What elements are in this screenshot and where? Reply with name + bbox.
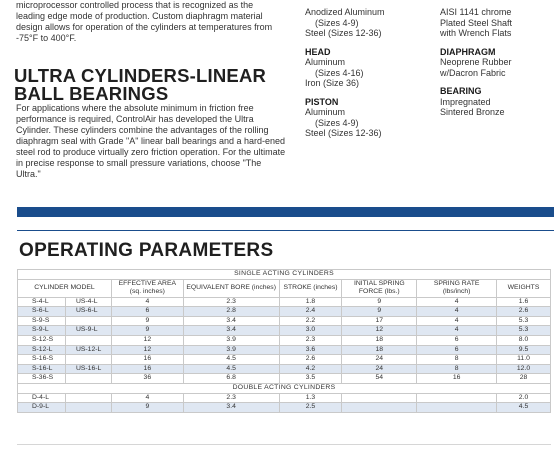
table-cell: 24 bbox=[342, 355, 417, 365]
table-cell: 6.8 bbox=[183, 374, 279, 384]
materials-shaft-block bbox=[440, 7, 555, 39]
table-section-double bbox=[18, 383, 551, 393]
table-cell: 4.5 bbox=[183, 355, 279, 365]
table-cell: 9 bbox=[342, 297, 417, 307]
table-cell: 3.0 bbox=[279, 326, 342, 336]
intro-paragraph: microprocessor controlled process that is recognized as the leading edge mode of production. Custom diaphragm material design allows for operation of the cylinders at temperatures from -75°F to 400°F. bbox=[16, 0, 273, 43]
material-line: Steel (Sizes 12-36) bbox=[305, 28, 382, 38]
materials-diaphragm-block bbox=[440, 47, 555, 79]
materials-bearing-block bbox=[440, 86, 555, 118]
table-cell: 24 bbox=[342, 364, 417, 374]
table-cell-model bbox=[65, 374, 111, 384]
table-cell: 4 bbox=[417, 316, 497, 326]
table-cell: 2.3 bbox=[183, 393, 279, 403]
table-cell-model: S-12-S bbox=[18, 335, 66, 345]
header-initial-spring-force: INITIAL SPRING FORCE (lbs.) bbox=[342, 279, 417, 297]
table-cell: 2.2 bbox=[279, 316, 342, 326]
section-title bbox=[14, 67, 294, 103]
material-line: Plated Steel Shaft bbox=[440, 17, 513, 28]
table-row bbox=[18, 307, 551, 317]
table-cell: 5.3 bbox=[497, 316, 551, 326]
materials-column-2 bbox=[440, 7, 555, 126]
material-line: Neoprene Rubber bbox=[440, 57, 512, 67]
material-line: Aluminum bbox=[305, 57, 346, 67]
table-cell: 12.0 bbox=[497, 364, 551, 374]
material-heading-diaphragm: DIAPHRAGM bbox=[440, 46, 496, 57]
table-cell-model: S-36-S bbox=[18, 374, 66, 384]
table-cell: 12 bbox=[111, 335, 183, 345]
table-row bbox=[18, 364, 551, 374]
material-line: Steel (Sizes 12-36) bbox=[305, 128, 382, 138]
table-cell-model: D-4-L bbox=[18, 393, 66, 403]
table-cell: 11.0 bbox=[497, 355, 551, 365]
table-cell-model: US-16-L bbox=[65, 364, 111, 374]
table-cell-model: US-9-L bbox=[65, 326, 111, 336]
single-acting-label: SINGLE ACTING CYLINDERS bbox=[18, 270, 551, 280]
table-cell-model: US-12-L bbox=[65, 345, 111, 355]
material-heading-head: HEAD bbox=[305, 46, 331, 57]
table-cell: 4 bbox=[111, 393, 183, 403]
table-row bbox=[18, 335, 551, 345]
table-cell: 4 bbox=[417, 307, 497, 317]
table-cell: 2.3 bbox=[279, 335, 342, 345]
material-line: (Sizes 4-9) bbox=[315, 17, 359, 28]
table-cell: 36 bbox=[111, 374, 183, 384]
table-cell: 3.4 bbox=[183, 403, 279, 413]
table-cell: 3.5 bbox=[279, 374, 342, 384]
table-cell: 8 bbox=[417, 355, 497, 365]
section-title-line1: ULTRA CYLINDERS-LINEAR bbox=[14, 65, 267, 86]
table-cell: 16 bbox=[111, 364, 183, 374]
header-effective-area: EFFECTIVE AREA (sq. inches) bbox=[111, 279, 183, 297]
table-cell: 1.8 bbox=[279, 297, 342, 307]
table-cell: 9 bbox=[111, 403, 183, 413]
table-cell: 2.4 bbox=[279, 307, 342, 317]
section-title-line2: BALL BEARINGS bbox=[14, 83, 169, 104]
table-cell: 6 bbox=[111, 307, 183, 317]
table-cell bbox=[342, 403, 417, 413]
table-cell: 16 bbox=[111, 355, 183, 365]
table-cell: 9 bbox=[111, 326, 183, 336]
table-bottom-rule bbox=[17, 444, 551, 445]
table-header-row bbox=[18, 279, 551, 297]
double-acting-label: DOUBLE ACTING CYLINDERS bbox=[18, 383, 551, 393]
table-cell-model: S-9-L bbox=[18, 326, 66, 336]
table-row bbox=[18, 297, 551, 307]
table-cell bbox=[342, 393, 417, 403]
material-line: Sintered Bronze bbox=[440, 107, 505, 117]
table-cell: 17 bbox=[342, 316, 417, 326]
material-line: Iron (Size 36) bbox=[305, 78, 360, 88]
table-cell-model: D-9-L bbox=[18, 403, 66, 413]
table-cell: 2.3 bbox=[183, 297, 279, 307]
table-cell: 4.5 bbox=[497, 403, 551, 413]
table-cell: 12 bbox=[111, 345, 183, 355]
section-divider-line bbox=[17, 230, 554, 231]
table-cell: 28 bbox=[497, 374, 551, 384]
table-cell-model: S-4-L bbox=[18, 297, 66, 307]
table-cell: 4.2 bbox=[279, 364, 342, 374]
operating-parameters-table bbox=[17, 269, 551, 413]
table-cell: 3.4 bbox=[183, 326, 279, 336]
operating-parameters-title: OPERATING PARAMETERS bbox=[19, 240, 274, 261]
table-cell: 6 bbox=[417, 345, 497, 355]
table-cell: 4 bbox=[111, 297, 183, 307]
table-cell: 12 bbox=[342, 326, 417, 336]
materials-column-1 bbox=[305, 7, 425, 147]
table-cell-model: S-12-L bbox=[18, 345, 66, 355]
table-row bbox=[18, 403, 551, 413]
table-cell: 4 bbox=[417, 326, 497, 336]
table-cell: 1.6 bbox=[497, 297, 551, 307]
table-cell-model: S-16-S bbox=[18, 355, 66, 365]
table-row bbox=[18, 374, 551, 384]
material-heading-bearing: BEARING bbox=[440, 86, 482, 96]
section-divider-bar bbox=[17, 207, 554, 217]
materials-piston-block bbox=[305, 97, 425, 139]
table-cell: 9 bbox=[342, 307, 417, 317]
table-cell: 16 bbox=[417, 374, 497, 384]
table-row bbox=[18, 345, 551, 355]
table-cell: 1.3 bbox=[279, 393, 342, 403]
table-cell-model: US-4-L bbox=[65, 297, 111, 307]
table-cell: 2.0 bbox=[497, 393, 551, 403]
header-cylinder-model: CYLINDER MODEL bbox=[18, 279, 112, 297]
table-cell: 4 bbox=[417, 297, 497, 307]
table-cell: 18 bbox=[342, 335, 417, 345]
table-section-single bbox=[18, 270, 551, 280]
table-cell-model bbox=[65, 403, 111, 413]
table-cell-model bbox=[65, 316, 111, 326]
section-body: For applications where the absolute minimum in friction free performance is required, ControlAir has developed the Ultra Cylinder. These cylinders combine the advantages of the rolling diaphragm seal with Grade "A" linear ball bearings and a hard-ened steel rod to produce virtually zero friction operation. For the ultimate in precise response to small pressure variations, choose "The Ultra." bbox=[16, 103, 286, 179]
table-cell: 8 bbox=[417, 364, 497, 374]
table-cell-model: S-9-S bbox=[18, 316, 66, 326]
table-cell: 4.5 bbox=[183, 364, 279, 374]
material-heading-piston: PISTON bbox=[305, 96, 339, 107]
table-cell: 6 bbox=[417, 335, 497, 345]
table-cell: 2.8 bbox=[183, 307, 279, 317]
table-cell: 2.6 bbox=[279, 355, 342, 365]
table-cell: 2.5 bbox=[279, 403, 342, 413]
table-cell: 3.6 bbox=[279, 345, 342, 355]
table-cell-model: S-16-L bbox=[18, 364, 66, 374]
material-line: with Wrench Flats bbox=[440, 28, 512, 38]
table-cell: 18 bbox=[342, 345, 417, 355]
table-cell-model bbox=[65, 355, 111, 365]
table-cell: 3.4 bbox=[183, 316, 279, 326]
material-line: (Sizes 4-9) bbox=[315, 117, 359, 128]
material-line: w/Dacron Fabric bbox=[440, 67, 506, 78]
materials-top-block bbox=[305, 7, 425, 39]
table-row bbox=[18, 326, 551, 336]
table-cell-model: S-6-L bbox=[18, 307, 66, 317]
material-line: (Sizes 4-16) bbox=[315, 67, 364, 78]
table-cell-model bbox=[65, 393, 111, 403]
table-cell: 5.3 bbox=[497, 326, 551, 336]
table-cell bbox=[417, 403, 497, 413]
table-cell: 8.0 bbox=[497, 335, 551, 345]
materials-head-block bbox=[305, 47, 425, 89]
table-cell: 9 bbox=[111, 316, 183, 326]
header-spring-rate: SPRING RATE (lbs/inch) bbox=[417, 279, 497, 297]
table-cell: 3.9 bbox=[183, 335, 279, 345]
material-line: Aluminum bbox=[305, 107, 346, 117]
material-line: Impregnated bbox=[440, 96, 491, 107]
table-row bbox=[18, 393, 551, 403]
table-cell-model bbox=[65, 335, 111, 345]
table-cell: 54 bbox=[342, 374, 417, 384]
material-line: AISI 1141 chrome bbox=[440, 7, 512, 17]
table-cell: 9.5 bbox=[497, 345, 551, 355]
table-cell: 2.6 bbox=[497, 307, 551, 317]
table-cell: 3.9 bbox=[183, 345, 279, 355]
header-weights: WEIGHTS bbox=[497, 279, 551, 297]
table-cell-model: US-6-L bbox=[65, 307, 111, 317]
material-line: Anodized Aluminum bbox=[305, 7, 385, 17]
table-row bbox=[18, 316, 551, 326]
table-cell bbox=[417, 393, 497, 403]
header-stroke: STROKE (inches) bbox=[279, 279, 342, 297]
table-row bbox=[18, 355, 551, 365]
header-equivalent-bore: EQUIVALENT BORE (inches) bbox=[183, 279, 279, 297]
